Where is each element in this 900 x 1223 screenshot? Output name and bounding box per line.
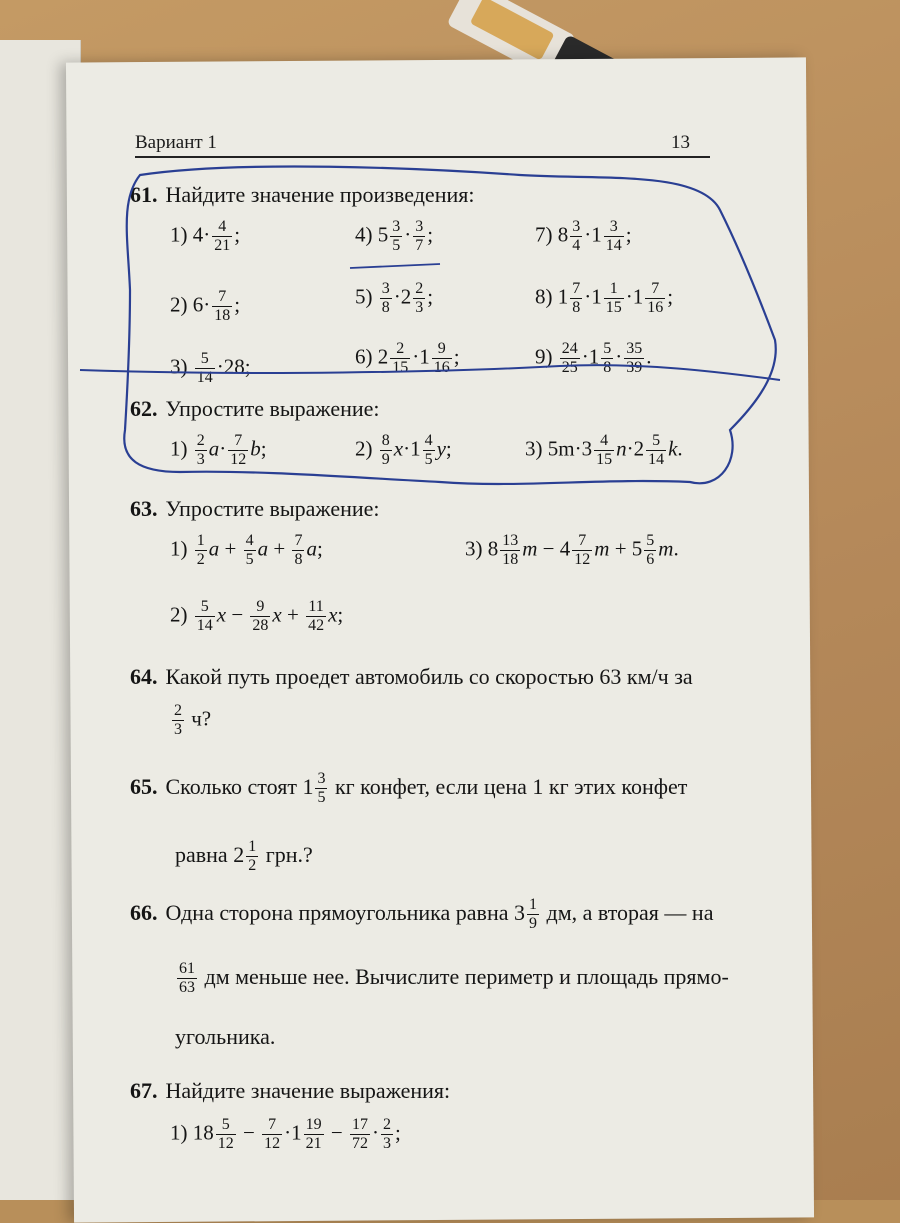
denominator: 15 <box>596 451 613 468</box>
numerator: 3 <box>604 218 624 237</box>
fraction <box>644 532 656 569</box>
denominator: 14 <box>605 237 622 254</box>
denominator: 9 <box>381 451 390 468</box>
item-label: 9) <box>535 344 553 369</box>
numerator: 1 <box>196 532 205 549</box>
denominator: 14 <box>196 617 213 634</box>
numerator: 4 <box>424 432 433 449</box>
fraction <box>304 1116 324 1153</box>
whole: 1 <box>291 1120 302 1145</box>
problem-text: дм, а вторая — на <box>546 900 714 925</box>
fraction <box>423 432 435 469</box>
denominator: 8 <box>381 299 390 316</box>
punct: ; <box>337 602 344 627</box>
denominator: 8 <box>294 551 303 568</box>
problem-number: 61. <box>130 182 158 207</box>
problem-66-line3 <box>175 1020 275 1054</box>
denominator: 18 <box>502 551 519 568</box>
denominator: 8 <box>603 359 612 376</box>
denominator: 16 <box>647 299 664 316</box>
punct: . <box>646 344 652 369</box>
numerator: 11 <box>306 598 326 617</box>
fraction <box>572 532 592 569</box>
denominator: 39 <box>626 359 643 376</box>
fraction <box>212 218 232 255</box>
problem-number: 66. <box>130 900 158 925</box>
problem-text: угольника. <box>175 1024 276 1049</box>
problem-64 <box>130 660 693 694</box>
problem-67-title <box>130 1074 450 1108</box>
fraction <box>527 896 539 933</box>
denominator: 3 <box>174 721 182 738</box>
denominator: 3 <box>415 299 424 316</box>
fraction <box>624 340 644 377</box>
p67-item-1: 1) 18 $\frac{5}{12}$ − $\frac{7}{12}$ ·1 $\frac{19}{21}$ − $\frac{17}{72}$ · $\frac{2}{3}$ ; <box>170 1116 401 1152</box>
variable: a <box>208 436 220 461</box>
p61-item-9: 9) $\frac{24}{25}$ ·1 $\frac{5}{8}$ · $\frac{35}{39}$ . <box>535 340 652 376</box>
fraction <box>195 532 207 569</box>
problem-text: Одна сторона прямоугольника равна <box>165 900 509 925</box>
header-title: Вариант 1 <box>135 132 217 153</box>
numerator: 2 <box>382 1116 391 1133</box>
problem-text: Найдите значение произведения: <box>165 182 475 207</box>
problem-66-line2 <box>175 960 729 997</box>
problem-number: 64. <box>130 664 158 689</box>
numerator: 4 <box>212 218 232 237</box>
item-label: 3) <box>465 536 483 561</box>
punct: ; <box>394 1120 401 1145</box>
item-label: 3) <box>525 436 543 461</box>
problem-number: 63. <box>130 496 158 521</box>
fraction <box>381 1116 393 1153</box>
item-label: 2) <box>170 602 188 627</box>
p62-item-3: 3) 5m·3 $\frac{4}{15}$ n·2 $\frac{5}{14}$ k. <box>525 432 683 468</box>
numerator: 2 <box>196 432 205 449</box>
numerator: 3 <box>317 770 326 788</box>
numerator: 1 <box>248 838 257 856</box>
page-number: 13 <box>671 132 690 153</box>
variable: a <box>306 536 317 561</box>
numerator: 1 <box>604 280 624 299</box>
fraction <box>390 218 402 255</box>
fraction <box>306 598 326 635</box>
problem-number: 65. <box>130 774 158 799</box>
numerator: 7 <box>645 280 665 299</box>
numerator: 8 <box>381 432 390 449</box>
punct: ; <box>234 222 241 247</box>
numerator: 7 <box>228 432 248 451</box>
numerator: 2 <box>415 280 424 297</box>
denominator: 7 <box>415 237 424 254</box>
denominator: 15 <box>605 299 622 316</box>
denominator: 12 <box>264 1135 281 1152</box>
fraction <box>350 1116 370 1153</box>
fraction <box>228 432 248 469</box>
whole: 2 <box>633 436 645 461</box>
numerator: 4 <box>245 532 254 549</box>
punct: ; <box>445 436 452 461</box>
numerator: 7 <box>294 532 303 549</box>
numerator: 7 <box>262 1116 282 1135</box>
numerator: 3 <box>572 218 581 235</box>
problem-text: ч? <box>191 706 212 731</box>
problem-text: равна <box>175 842 228 867</box>
fraction <box>570 218 582 255</box>
problem-text: Найдите значение выражения: <box>165 1078 451 1103</box>
p63-item-2: 2) $\frac{5}{14}$ x − $\frac{9}{28}$ x + $\frac{11}{42}$ x; <box>170 598 344 634</box>
p61-item-3: 3) $\frac{5}{14}$ ·28; <box>170 350 251 386</box>
numerator: 7 <box>212 288 232 307</box>
fraction <box>216 1116 236 1153</box>
numerator: 3 <box>392 218 401 235</box>
punct: ; <box>667 284 674 309</box>
fraction <box>601 340 613 377</box>
problem-text: Упростите выражение: <box>165 496 380 521</box>
item-label: 1) <box>170 1120 188 1145</box>
problem-text: Упростите выражение: <box>165 396 380 421</box>
item-label: 1) <box>170 536 188 561</box>
problem-65-line2 <box>175 838 313 875</box>
denominator: 8 <box>572 299 581 316</box>
numerator: 7 <box>572 280 581 297</box>
denominator: 12 <box>230 451 247 468</box>
p61-item-7: 7) 8 $\frac{3}{4}$ ·1 $\frac{3}{14}$ ; <box>535 218 632 254</box>
item-label: 7) <box>535 222 553 247</box>
punct: ; <box>427 222 434 247</box>
fraction <box>244 532 256 569</box>
punct: ; <box>625 222 632 247</box>
denominator: 5 <box>317 789 326 807</box>
whole: 1 <box>302 774 314 799</box>
fraction <box>413 218 425 255</box>
p63-item-1: 1) $\frac{1}{2}$ a + $\frac{4}{5}$ a + $\frac{7}{8}$ a; <box>170 532 323 568</box>
punct: ; <box>453 344 460 369</box>
p62-item-2: 2) $\frac{8}{9}$ x·1 $\frac{4}{5}$ y; <box>355 432 452 468</box>
page-header <box>135 128 710 158</box>
whole: 18 <box>192 1120 214 1145</box>
problem-66 <box>130 896 713 933</box>
item-label: 5) <box>355 284 373 309</box>
problem-text: Какой путь проедет автомобиль со скоростью 63 км/ч за <box>165 664 693 689</box>
variable: y <box>436 436 446 461</box>
whole: 3 <box>514 900 525 925</box>
denominator: 3 <box>382 1135 391 1152</box>
numerator: 9 <box>432 340 452 359</box>
numerator: 13 <box>502 532 519 549</box>
item-label: 6) <box>355 344 373 369</box>
variable: a <box>257 536 269 561</box>
problem-number: 67. <box>130 1078 158 1103</box>
denominator: 21 <box>214 237 231 254</box>
numerator: 24 <box>561 340 578 357</box>
whole: 8 <box>487 536 499 561</box>
p61-item-5: 5) $\frac{3}{8}$ ·2 $\frac{2}{3}$ ; <box>355 280 434 316</box>
denominator: 28 <box>252 617 269 634</box>
problem-text: Сколько стоят <box>165 774 297 799</box>
fraction <box>246 838 258 875</box>
fraction <box>604 218 624 255</box>
numerator: 5 <box>603 340 612 357</box>
denominator: 9 <box>529 915 537 933</box>
denominator: 42 <box>308 617 325 634</box>
whole: 1 <box>557 284 569 309</box>
punct: ; <box>234 292 241 317</box>
denominator: 2 <box>248 857 257 875</box>
p61-item-4: 4) 5 $\frac{3}{5}$ · $\frac{3}{7}$ ; <box>355 218 434 254</box>
fraction <box>604 280 624 317</box>
numerator: 5 <box>646 432 666 451</box>
fraction <box>380 432 392 469</box>
numerator: 7 <box>572 532 592 551</box>
variable: k <box>668 436 678 461</box>
fraction <box>646 432 666 469</box>
p63-item-3: 3) 8 $\frac{13}{18}$ m − 4 $\frac{7}{12}$ m + 5 $\frac{5}{6}$ m. <box>465 532 679 568</box>
variable: m <box>658 536 674 561</box>
whole: 1 <box>419 344 430 369</box>
denominator: 12 <box>217 1135 234 1152</box>
denominator: 5 <box>424 451 433 468</box>
numerator: 9 <box>250 598 270 617</box>
fraction <box>645 280 665 317</box>
fraction <box>380 280 392 317</box>
punct: . <box>673 536 679 561</box>
fraction <box>262 1116 282 1153</box>
numerator: 17 <box>351 1116 368 1133</box>
numerator: 3 <box>381 280 390 297</box>
problem-63-title <box>130 492 380 526</box>
fraction <box>177 960 197 997</box>
fraction <box>570 280 582 317</box>
p61-item-8: 8) 1 $\frac{7}{8}$ ·1 $\frac{1}{15}$ ·1 $\frac{7}{16}$ ; <box>535 280 674 316</box>
variable: b <box>250 436 261 461</box>
fraction <box>413 280 425 317</box>
fraction <box>500 532 520 569</box>
problem-65 <box>130 770 687 807</box>
numerator: 35 <box>626 340 643 357</box>
numerator: 61 <box>179 960 195 978</box>
punct: ; <box>244 354 251 379</box>
p61-item-6: 6) 2 $\frac{2}{15}$ ·1 $\frac{9}{16}$ ; <box>355 340 460 376</box>
punct: . <box>677 436 683 461</box>
term: 5m <box>547 436 575 461</box>
fraction <box>315 770 327 807</box>
item-label: 1) <box>170 436 188 461</box>
punct: ; <box>427 284 434 309</box>
fraction <box>594 432 614 469</box>
whole: 5 <box>631 536 643 561</box>
fraction <box>195 432 207 469</box>
denominator: 15 <box>392 359 409 376</box>
whole: 1 <box>632 284 644 309</box>
fraction <box>560 340 580 377</box>
denominator: 4 <box>572 237 581 254</box>
variable: m <box>594 536 610 561</box>
whole: 5 <box>377 222 389 247</box>
p61-item-1: 1) 4· $\frac{4}{21}$ ; <box>170 218 241 254</box>
item-label: 8) <box>535 284 553 309</box>
item-label: 1) <box>170 222 188 247</box>
denominator: 6 <box>646 551 655 568</box>
denominator: 25 <box>561 359 578 376</box>
item-label: 2) <box>170 292 188 317</box>
fraction <box>390 340 410 377</box>
whole: 2 <box>233 842 245 867</box>
whole: 3 <box>581 436 593 461</box>
numerator: 5 <box>216 1116 236 1135</box>
denominator: 14 <box>196 369 213 386</box>
problem-61-title <box>130 178 474 212</box>
problem-text: дм меньше нее. Вычислите периметр и площадь прямо- <box>204 964 729 989</box>
fraction <box>292 532 304 569</box>
whole: 1 <box>591 222 602 247</box>
numerator: 5 <box>646 532 655 549</box>
whole: 2 <box>377 344 389 369</box>
variable: x <box>216 602 227 627</box>
denominator: 14 <box>648 451 665 468</box>
denominator: 3 <box>196 451 205 468</box>
number: 4 <box>192 222 204 247</box>
numerator: 2 <box>174 702 182 719</box>
whole: 1 <box>410 436 421 461</box>
variable: n <box>616 436 627 461</box>
p61-item-2: 2) 6· $\frac{7}{18}$ ; <box>170 288 241 324</box>
numerator: 19 <box>305 1116 322 1133</box>
denominator: 21 <box>305 1135 322 1152</box>
p62-item-1: 1) $\frac{2}{3}$ a· $\frac{7}{12}$ b; <box>170 432 267 468</box>
variable: a <box>208 536 220 561</box>
numerator: 2 <box>390 340 410 359</box>
whole: 8 <box>557 222 569 247</box>
number: 6 <box>192 292 204 317</box>
denominator: 12 <box>574 551 591 568</box>
denominator: 18 <box>214 307 231 324</box>
numerator: 5 <box>195 350 215 369</box>
numerator: 3 <box>415 218 424 235</box>
fraction <box>195 598 215 635</box>
fraction <box>195 350 215 387</box>
whole: 2 <box>400 284 412 309</box>
item-label: 4) <box>355 222 373 247</box>
numerator: 5 <box>195 598 215 617</box>
whole: 1 <box>588 344 600 369</box>
fraction <box>212 288 232 325</box>
whole: 1 <box>591 284 602 309</box>
denominator: 5 <box>392 237 401 254</box>
number: 28 <box>223 354 245 379</box>
denominator: 63 <box>179 979 195 997</box>
variable: x <box>328 602 338 627</box>
variable: x <box>393 436 404 461</box>
denominator: 2 <box>196 551 205 568</box>
numerator: 4 <box>594 432 614 451</box>
denominator: 72 <box>351 1135 368 1152</box>
fraction <box>172 702 184 739</box>
numerator: 1 <box>529 896 537 914</box>
problem-text: грн.? <box>265 842 313 867</box>
fraction <box>250 598 270 635</box>
variable: x <box>272 602 282 627</box>
whole: 4 <box>559 536 571 561</box>
problem-64-line2 <box>170 702 211 739</box>
item-label: 2) <box>355 436 373 461</box>
punct: ; <box>316 536 323 561</box>
item-label: 3) <box>170 354 188 379</box>
problem-62-title <box>130 392 380 426</box>
denominator: 16 <box>433 359 450 376</box>
fraction <box>432 340 452 377</box>
variable: m <box>522 536 538 561</box>
problem-text: кг конфет, если цена 1 кг этих конфет <box>334 774 688 799</box>
denominator: 5 <box>245 551 254 568</box>
punct: ; <box>260 436 267 461</box>
problem-number: 62. <box>130 396 158 421</box>
